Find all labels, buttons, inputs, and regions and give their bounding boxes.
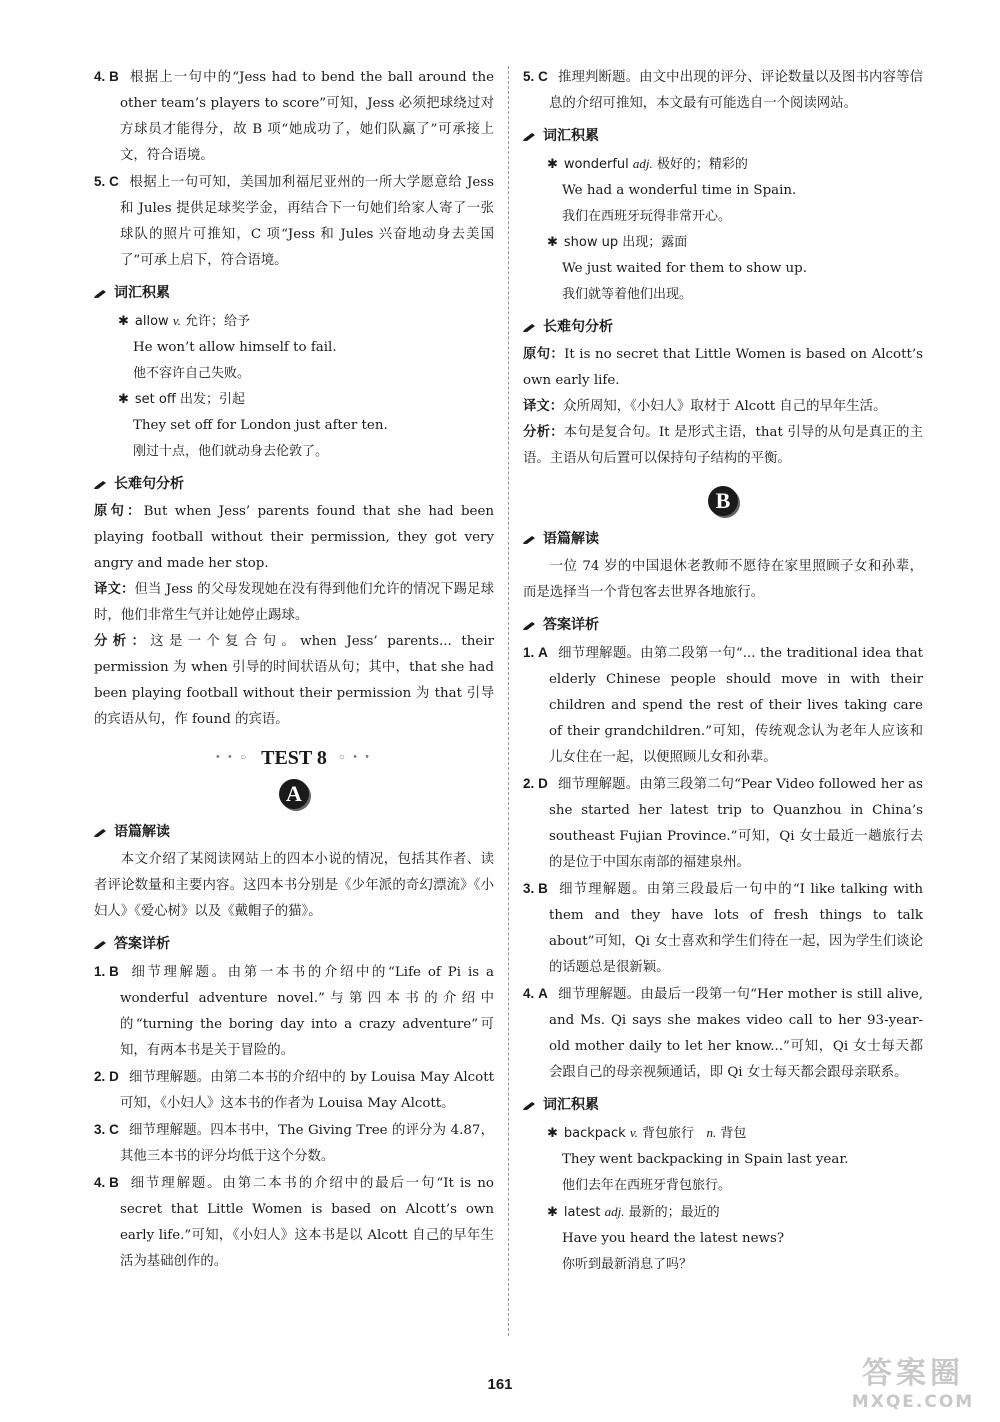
answer-item: 4. B 根据上一句中的“Jess had to bend the ball around the other team’s players to score”可知，Jess 必须把球绕过对方球员才能得分，故 B 项“她成功了，她们队赢了”可承接上文，符合语境。 (94, 69, 494, 163)
vocab-example: He won’t allow himself to fail. (133, 340, 337, 355)
vocab-translation: 我们就等着他们出现。 (562, 287, 693, 302)
left-column (94, 64, 494, 1275)
analysis-sentence: 分析：这是一个复合句。when Jess’ parents... their permission 为 when 引导的时间状语从句；其中，that she had been playing football without their permission 为 that 引导的宾语从句，作 found 的宾语。 (94, 634, 494, 727)
vocab-entry: ✱ set off 出发；引起 (118, 392, 245, 407)
asterisk-icon: ✱ (547, 235, 558, 250)
column-divider (508, 66, 509, 1336)
answer-item: 5. C 推理判断题。由文中出现的评分、评论数量以及图书内容等信息的介绍可推知，本文最有可能选自一个阅读网站。 (523, 69, 923, 111)
vocab-translation: 他不容许自己失败。 (133, 366, 251, 381)
vocab-translation: 我们在西班牙玩得非常开心。 (562, 209, 732, 224)
analysis-sentence: 分析：本句是复合句。It 是形式主语，that 引导的从句是真正的主语。主语从句后置可以保持句子结构的平衡。 (523, 425, 923, 466)
vocab-heading: 词汇积累 (523, 123, 923, 149)
vocab-entry: ✱ allow v. 允许；给予 (118, 313, 251, 329)
answer-item: 3. B 细节理解题。由第三段最后一句中的“I like talking with them and they have lots of fresh things to talk about”可知，Qi 女士喜欢和学生们待在一起，因为学生们谈论的话题总是很新颖。 (523, 881, 923, 975)
reading-summary: 本文介绍了某阅读网站上的四本小说的情况，包括其作者、读者评论数量和主要内容。这四本书分别是《少年派的奇幻漂流》《小妇人》《爱心树》以及《戴帽子的猫》。 (94, 852, 494, 919)
asterisk-icon: ✱ (547, 157, 558, 172)
test-title: • • ○ TEST 8 ○ • • (216, 747, 372, 769)
pencil-icon (523, 1100, 537, 1110)
vocab-list (547, 151, 923, 308)
dots-decoration: • • ○ (216, 752, 250, 763)
answer-item: 1. B 细节理解题。由第一本书的介绍中的“Life of Pi is a wonderful adventure novel.”与第四本书的介绍中的“turning the boring day into a crazy adventure”可知，有两本书是关于冒险的。 (94, 964, 494, 1058)
pencil-icon (94, 288, 108, 298)
dots-decoration: ○ • • (338, 752, 372, 763)
answers-heading: 答案详析 (523, 612, 923, 638)
passage-b-badge: B (708, 486, 738, 516)
answer-item: 3. C 细节理解题。四本书中，The Giving Tree 的评分为 4.87，其他三本书的评分均低于这个分数。 (94, 1122, 494, 1164)
watermark-top: 答案圈 (862, 1356, 964, 1391)
pencil-icon (94, 479, 108, 489)
reading-heading: 语篇解读 (94, 819, 494, 845)
vocab-translation: 你听到最新消息了吗？ (562, 1257, 693, 1272)
vocab-entry: ✱ latest adj. 最新的；最近的 (547, 1204, 720, 1220)
asterisk-icon: ✱ (547, 1205, 558, 1220)
answer-item: 4. B 细节理解题。由第二本书的介绍中的最后一句“It is no secret that Little Women is based on Alcott’s own early life.”可知，《小妇人》这本书是以 Alcott 自己的早年生活为基础创作的。 (94, 1175, 494, 1269)
analysis-heading: 长难句分析 (94, 471, 494, 497)
vocab-example: They went backpacking in Spain last year. (562, 1152, 849, 1167)
vocab-translation: 他们去年在西班牙背包旅行。 (562, 1178, 732, 1193)
reading-summary: 一位 74 岁的中国退休老教师不愿待在家里照顾子女和孙辈，而是选择当一个背包客去世界各地旅行。 (523, 559, 923, 600)
asterisk-icon: ✱ (547, 1126, 558, 1141)
vocab-translation: 刚过十点，他们就动身去伦敦了。 (133, 444, 329, 459)
translation-sentence: 译文：但当 Jess 的父母发现她在没有得到他们允许的情况下踢足球时，他们非常生气并让她停止踢球。 (94, 582, 494, 623)
vocab-example: We had a wonderful time in Spain. (562, 183, 797, 198)
pencil-icon (94, 827, 108, 837)
answer-item: 2. D 细节理解题。由第三段第二句“Pear Video followed her as she started her latest trip to Quanzhou in China’s southeast Fujian Province.”可知，Qi 女士最近一趟旅行去的是位于中国东南部的福建泉州。 (523, 776, 923, 870)
analysis-heading: 长难句分析 (523, 314, 923, 340)
original-sentence: 原句：But when Jess’ parents found that she had been playing football without their permission, they got very angry and made her stop. (94, 504, 495, 571)
asterisk-icon: ✱ (118, 314, 129, 329)
asterisk-icon: ✱ (118, 392, 129, 407)
translation-sentence: 译文：众所周知，《小妇人》取材于 Alcott 自己的早年生活。 (523, 399, 887, 414)
vocab-list (547, 1120, 923, 1278)
answer-item: 2. D 细节理解题。由第二本书的介绍中的 by Louisa May Alcott 可知，《小妇人》这本书的作者为 Louisa May Alcott。 (94, 1069, 494, 1111)
pencil-icon (523, 322, 537, 332)
pencil-icon (523, 534, 537, 544)
answers-heading: 答案详析 (94, 931, 494, 957)
watermark-bottom: MXQE.COM (851, 1392, 975, 1412)
answer-item: 5. C 根据上一句可知，美国加利福尼亚州的一所大学愿意给 Jess 和 Jules 提供足球奖学金，再结合下一句她们给家人寄了一张球队的照片可推知，C 项“Jess 和 Jules 兴奋地动身去美国了”可承上启下，符合语境。 (94, 174, 494, 268)
passage-a-badge: A (279, 779, 309, 809)
vocab-list (118, 308, 494, 465)
vocab-entry: ✱ wonderful adj. 极好的；精彩的 (547, 156, 748, 172)
vocab-example: They set off for London just after ten. (133, 418, 388, 433)
vocab-example: Have you heard the latest news? (562, 1231, 785, 1246)
right-column (523, 64, 923, 1278)
reading-heading: 语篇解读 (523, 526, 923, 552)
page-number: 161 (487, 1376, 513, 1393)
original-sentence: 原句：It is no secret that Little Women is based on Alcott’s own early life. (523, 347, 923, 388)
vocab-heading: 词汇积累 (94, 280, 494, 306)
vocab-entry: ✱ show up 出现；露面 (547, 235, 688, 250)
pencil-icon (523, 620, 537, 630)
answer-item: 4. A 细节理解题。由最后一段第一句“Her mother is still alive, and Ms. Qi says she makes video call to her 93-year-old mother daily to let her know...”可知，Qi 女士每天都会跟自己的母亲视频通话，即 Qi 女士每天都会跟母亲联系。 (523, 986, 923, 1080)
answer-item: 1. A 细节理解题。由第二段第一句“... the traditional idea that elderly Chinese people should move in with their children and spend the rest of their lives taking care of their grandchildren.”可知，传统观念认为老年人应该和儿女住在一起，以便照顾儿女和孙辈。 (523, 645, 923, 765)
vocab-example: We just waited for them to show up. (562, 261, 807, 276)
pencil-icon (94, 939, 108, 949)
vocab-entry: ✱ backpack v. 背包旅行 n. 背包 (547, 1125, 747, 1141)
watermark-logo (838, 1356, 988, 1418)
vocab-heading: 词汇积累 (523, 1092, 923, 1118)
pencil-icon (523, 131, 537, 141)
